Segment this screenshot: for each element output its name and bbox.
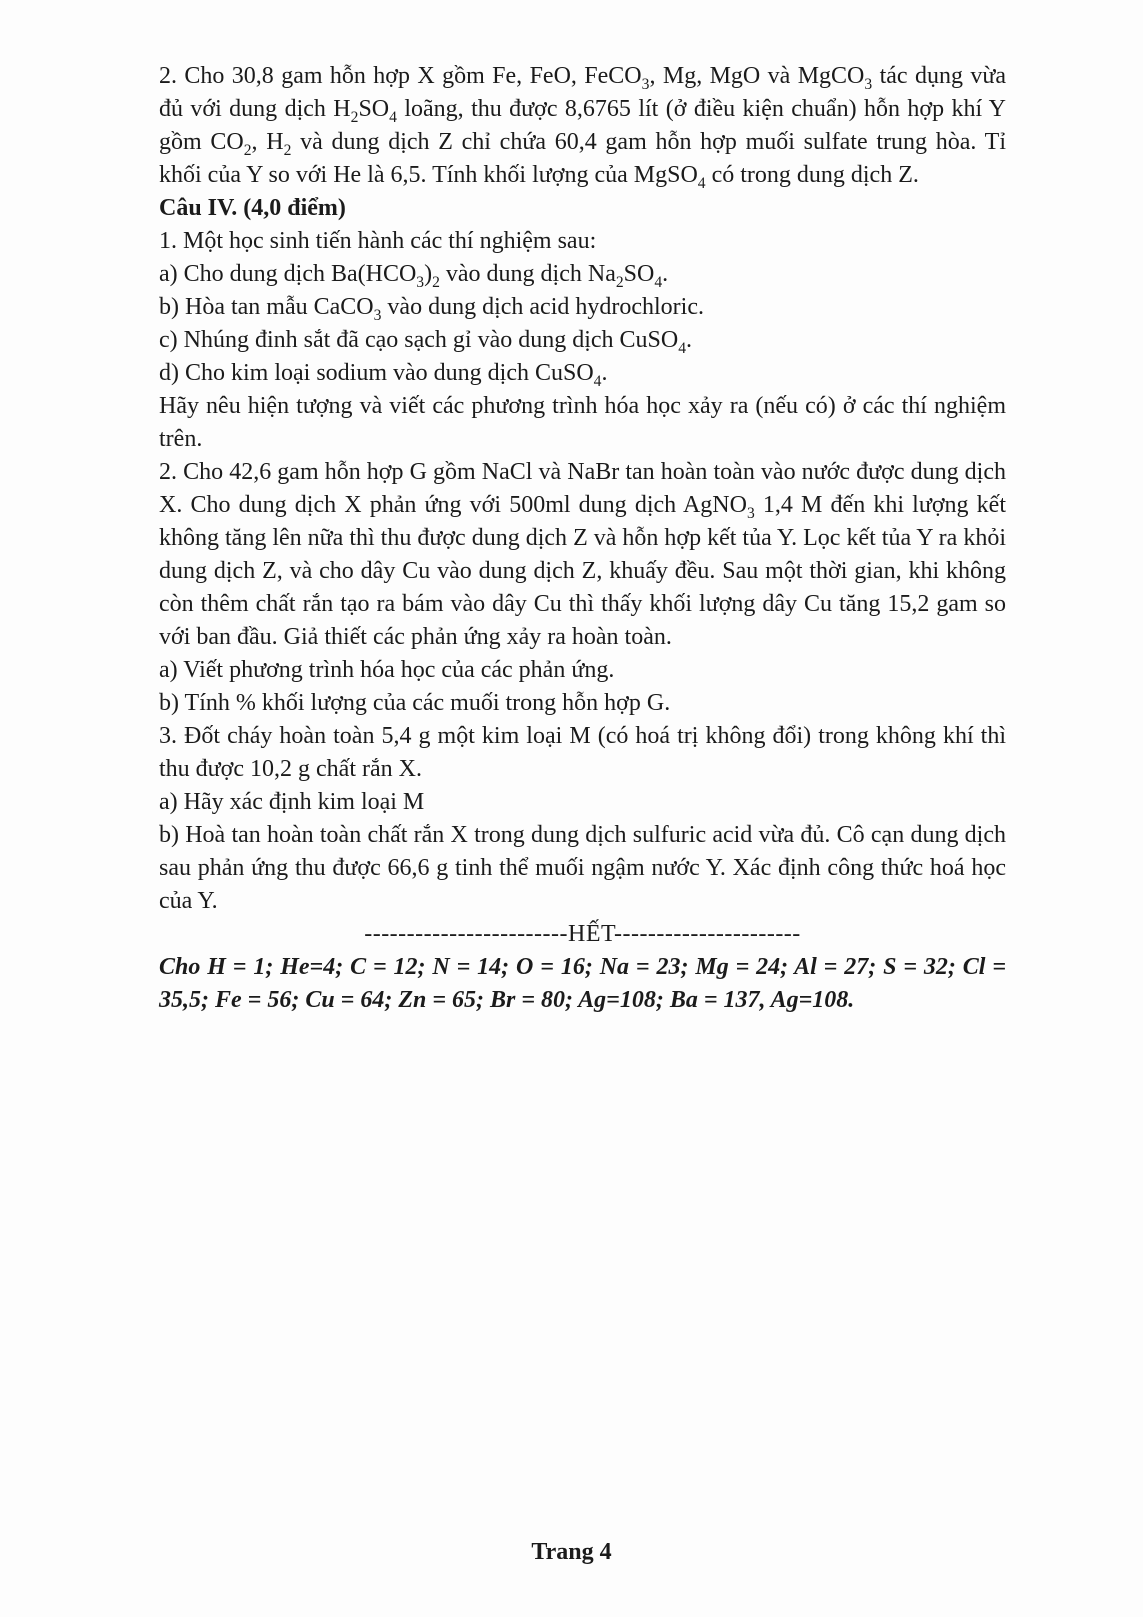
atomic-masses: Cho H = 1; He=4; C = 12; N = 14; O = 16; Na = 23; Mg = 24; Al = 27; S = 32; Cl = 35,5; Fe = 56; Cu = 64; Zn = 65; Br = 80; Ag=108; Ba = 137, Ag=108. <box>159 954 1006 1013</box>
section-heading-cau-iv: Câu IV. (4,0 điểm) <box>159 195 346 221</box>
question-4-2b: b) Tính % khối lượng của các muối trong hỗn hợp G. <box>159 690 671 716</box>
question-4-3b: b) Hoà tan hoàn toàn chất rắn X trong dung dịch sulfuric acid vừa đủ. Cô cạn dung dịch sau phản ứng thu được 66,6 g tinh thể muối ngậm nước Y. Xác định công thức hoá học của Y. <box>159 822 1006 914</box>
end-divider: ------------------------HẾT---------------------- <box>364 921 801 947</box>
question-4-2: 2. Cho 42,6 gam hỗn hợp G gồm NaCl và NaBr tan hoàn toàn vào nước được dung dịch X. Cho dung dịch X phản ứng với 500ml dung dịch AgNO$_3$ 1,4 M đến khi lượng kết không tăng lên nữa thì thu được dung dịch Z và hỗn hợp kết tủa Y. Lọc kết tủa Y ra khỏi dung dịch Z, và cho dây Cu vào dung dịch Z, khuấy đều. Sau một thời gian, khi không còn thêm chất rắn tạo ra bám vào dây Cu thì thấy khối lượng dây Cu tăng 15,2 gam so với ban đầu. Giả thiết các phản ứng xảy ra hoàn toàn. <box>159 459 1006 650</box>
question-4-1-request: Hãy nêu hiện tượng và viết các phương trình hóa học xảy ra (nếu có) ở các thí nghiệm trên. <box>159 393 1006 452</box>
question-4-1-intro: 1. Một học sinh tiến hành các thí nghiệm sau: <box>159 228 597 254</box>
question-4-2a: a) Viết phương trình hóa học của các phản ứng. <box>159 657 615 683</box>
question-3-2: 2. Cho 30,8 gam hỗn hợp X gồm Fe, FeO, FeCO$_3$, Mg, MgO và MgCO$_3$ tác dụng vừa đủ với dung dịch $H_2SO_4$ loãng, thu được 8,6765 lít (ở điều kiện chuẩn) hỗn hợp khí Y gồm $CO_2$, $H_2$ và dung dịch Z chỉ chứa 60,4 gam hỗn hợp muối sulfate trung hòa. Tỉ khối của Y so với He là 6,5. Tính khối lượng của MgSO$_4$ có trong dung dịch Z. <box>159 63 1007 192</box>
question-4-3: 3. Đốt cháy hoàn toàn 5,4 g một kim loại M (có hoá trị không đổi) trong không khí thì thu được 10,2 g chất rắn X. <box>159 723 1006 782</box>
question-4-1c: c) Nhúng đinh sắt đã cạo sạch gỉ vào dung dịch CuSO$_4$. <box>159 327 693 357</box>
exam-body <box>159 60 1006 1017</box>
question-4-1a: a) Cho dung dịch $Ba(HCO_3)_2$ vào dung dịch $Na_2SO_4$. <box>159 261 669 291</box>
question-4-1d: d) Cho kim loại sodium vào dung dịch CuSO$_4$. <box>159 360 608 390</box>
page-number: Trang 4 <box>531 1539 612 1565</box>
question-4-3a: a) Hãy xác định kim loại M <box>159 789 425 815</box>
question-4-1b: b) Hòa tan mẫu CaCO$_3$ vào dung dịch acid hydrochloric. <box>159 294 704 324</box>
